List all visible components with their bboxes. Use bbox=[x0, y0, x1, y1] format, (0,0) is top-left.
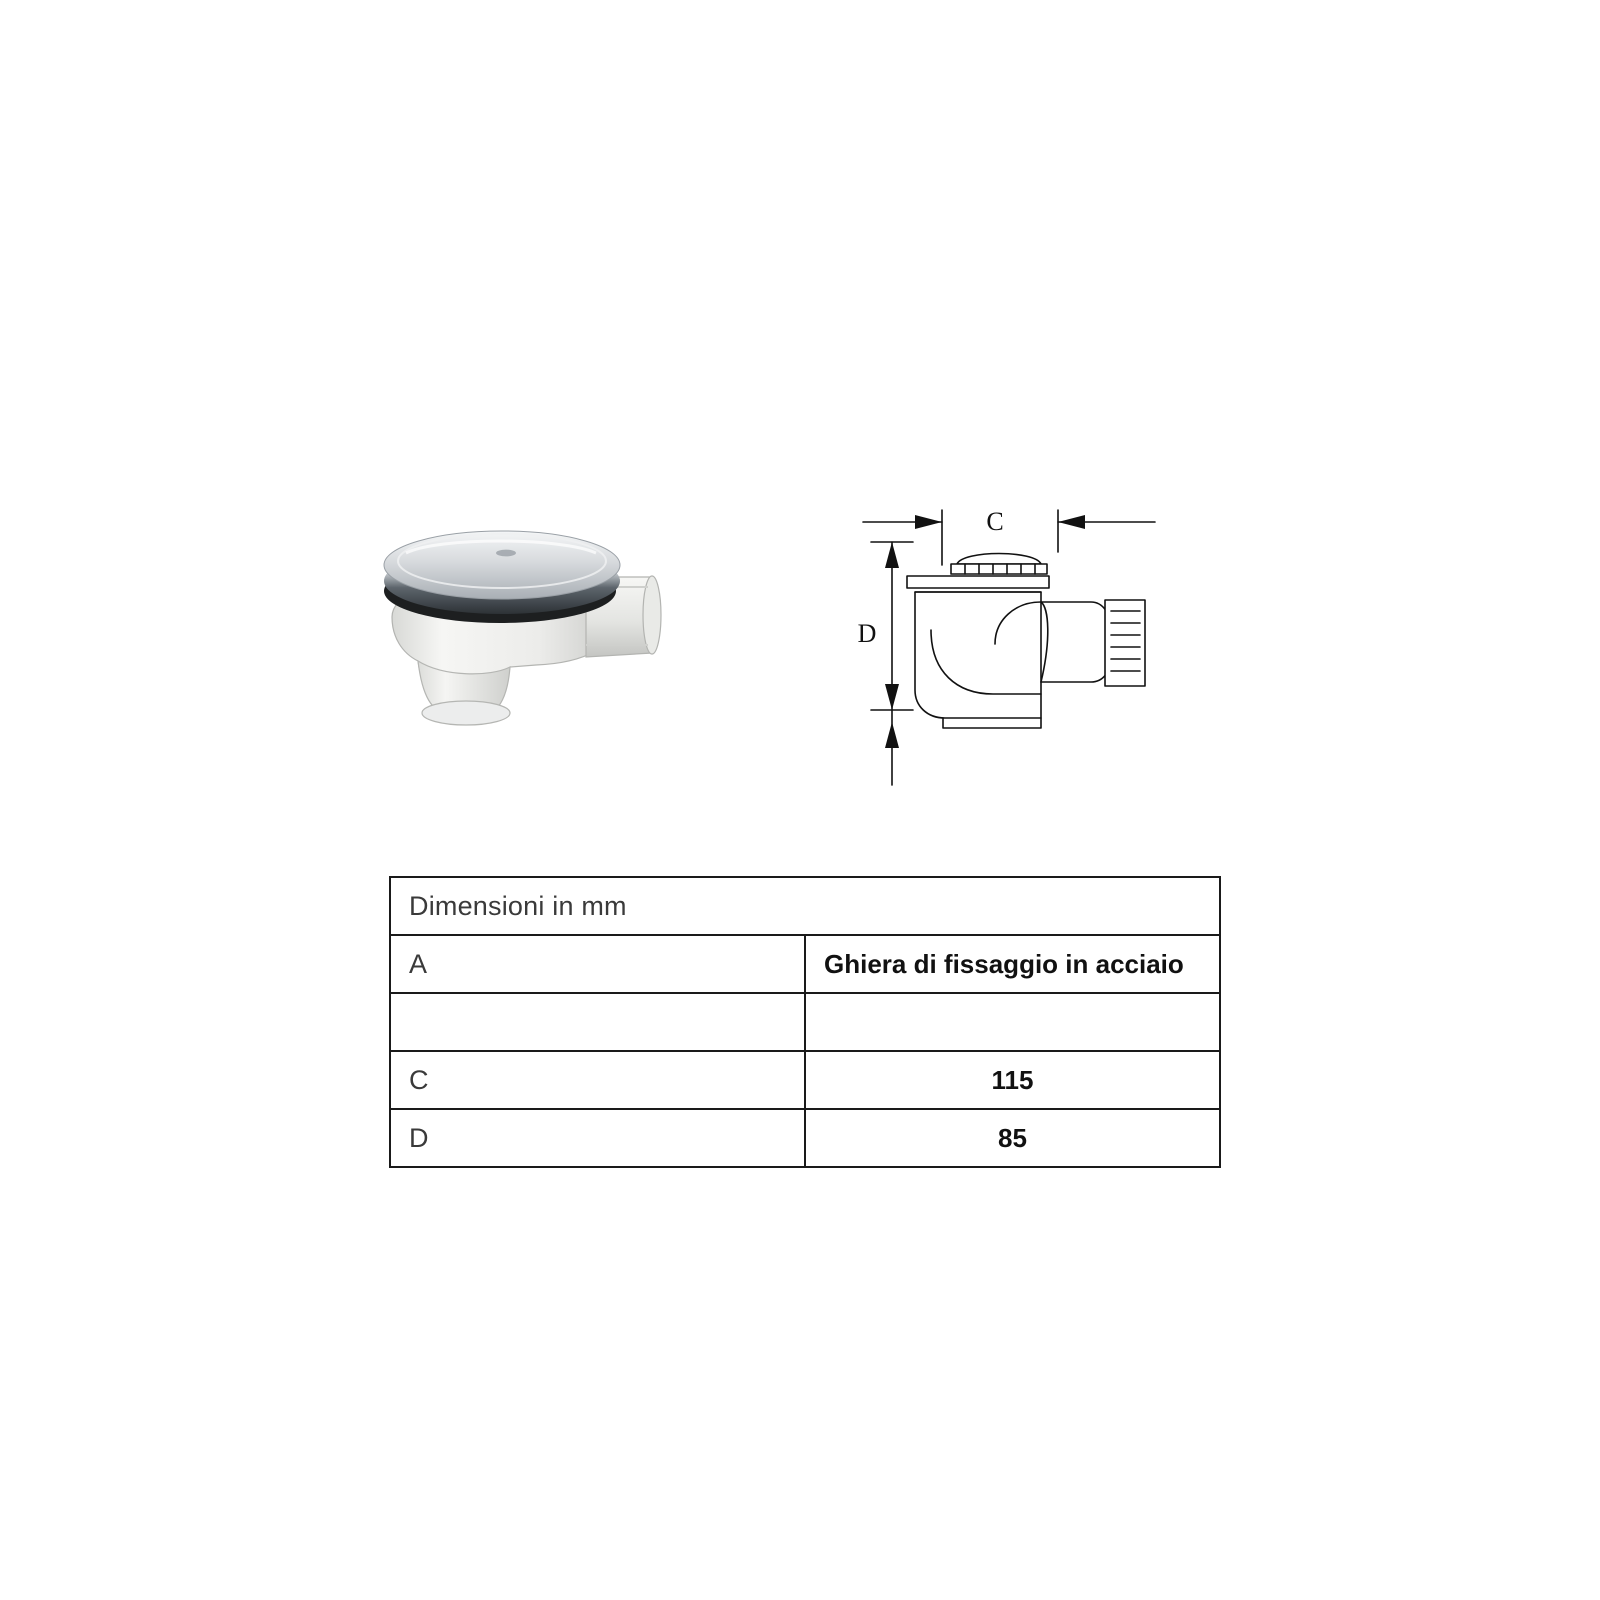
drain-cup-base bbox=[422, 701, 510, 725]
dimensions-table bbox=[389, 876, 1221, 1168]
row-key-c: C bbox=[390, 1051, 805, 1109]
row-key-d: D bbox=[390, 1109, 805, 1167]
table-row bbox=[390, 993, 1220, 1051]
table-row bbox=[390, 935, 1220, 993]
row-value-c: 115 bbox=[805, 1051, 1220, 1109]
table-row-title bbox=[390, 877, 1220, 935]
shower-drain-technical-drawing bbox=[845, 480, 1185, 810]
cover-center-mark bbox=[496, 550, 516, 557]
row-key-blank bbox=[390, 993, 805, 1051]
drawing-label-c: C bbox=[986, 507, 1004, 536]
row-value-blank bbox=[805, 993, 1220, 1051]
row-value-d: 85 bbox=[805, 1109, 1220, 1167]
row-value-a: Ghiera di fissaggio in acciaio bbox=[805, 935, 1220, 993]
drawing-label-d: D bbox=[857, 619, 877, 648]
table-row bbox=[390, 1051, 1220, 1109]
table-title: Dimensioni in mm bbox=[390, 877, 1220, 935]
table-row bbox=[390, 1109, 1220, 1167]
row-key-a: A bbox=[390, 935, 805, 993]
shower-drain-photo bbox=[360, 495, 680, 765]
